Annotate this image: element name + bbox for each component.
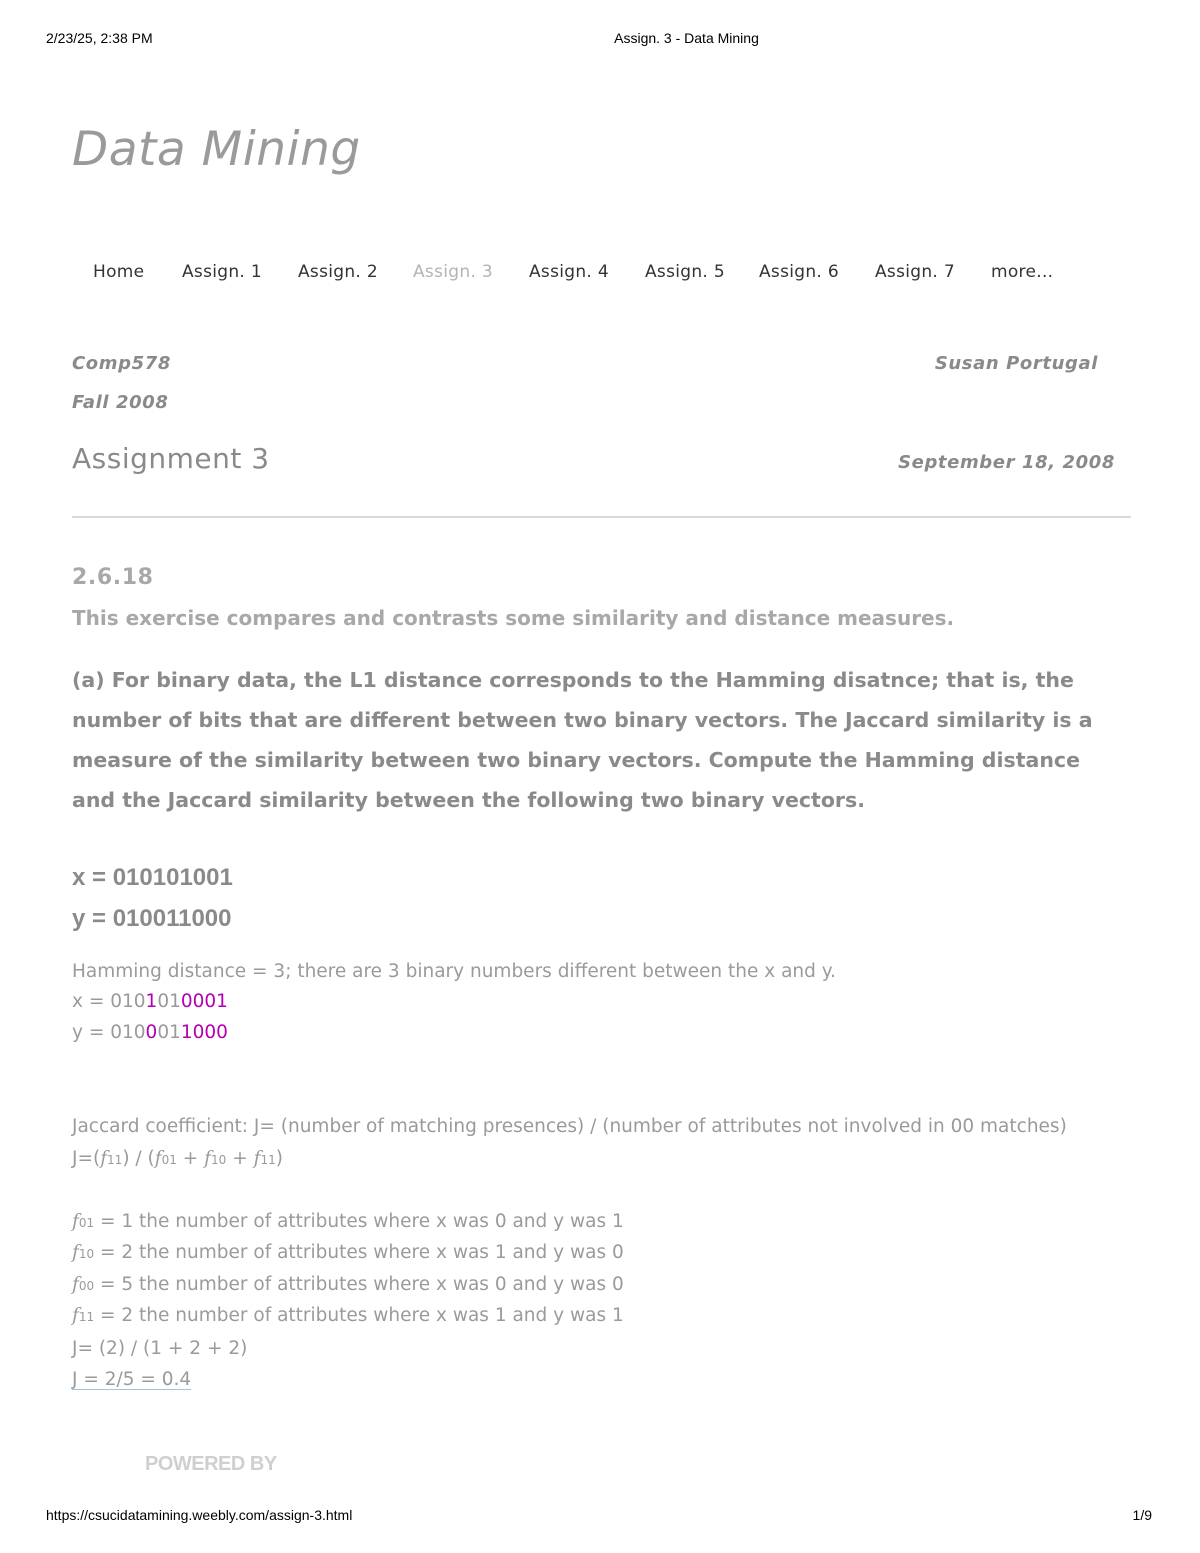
x-digits: 01: [157, 991, 181, 1012]
divider: [72, 516, 1131, 518]
subscript: 00: [78, 1279, 95, 1293]
question-text: [72, 660, 1132, 820]
y-diff-digit: 0: [145, 1022, 158, 1043]
subscript: 11: [78, 1310, 95, 1324]
nav-assign-1[interactable]: Assign. 1: [182, 262, 262, 282]
f-symbol: f: [253, 1148, 261, 1169]
course-label: Comp578: [72, 353, 171, 374]
f00-line: [72, 1274, 624, 1295]
term-label: Fall 2008: [72, 392, 169, 413]
f10-text: = 2 the number of attributes where x was 1 and y was 0: [94, 1242, 624, 1263]
f00-text: = 5 the number of attributes where x was 0 and y was 0: [94, 1274, 624, 1295]
f-symbol: f: [72, 1305, 79, 1326]
x-diff-digit: 1: [145, 991, 158, 1012]
subscript: 11: [260, 1153, 276, 1167]
f01-line: [72, 1211, 624, 1232]
y-diff-digit: 000: [192, 1022, 228, 1043]
f11-line: [72, 1305, 624, 1326]
f-symbol: f: [154, 1148, 162, 1169]
f01-text: = 1 the number of attributes where x was 0 and y was 1: [94, 1211, 624, 1232]
print-url: https://csucidatamining.weebly.com/assign-3.html: [46, 1507, 353, 1523]
print-page-title: Assign. 3 - Data Mining: [614, 30, 759, 46]
print-footer: [0, 1507, 1200, 1527]
x-diff-row: [72, 991, 228, 1012]
assignment-title: Assignment 3: [72, 442, 270, 475]
x-diff-digit: 0: [180, 991, 193, 1012]
nav-more[interactable]: more...: [991, 262, 1054, 282]
assignment-date: September 18, 2008: [898, 452, 1115, 473]
y-prefix: y =: [72, 1022, 111, 1043]
question-line: and the Jaccard similarity between the following two binary vectors.: [72, 788, 866, 812]
question-line: measure of the similarity between two binary vectors. Compute the Hamming distance: [72, 748, 1080, 772]
f11-text: = 2 the number of attributes where x was 1 and y was 1: [94, 1305, 624, 1326]
y-diff-digit: 1: [180, 1022, 193, 1043]
formula-lead: J=(: [72, 1148, 101, 1169]
nav-assign-3[interactable]: Assign. 3: [413, 262, 493, 282]
nav-assign-4[interactable]: Assign. 4: [529, 262, 609, 282]
y-vector: y = 010011000: [72, 905, 232, 932]
f-symbol: f: [72, 1274, 79, 1295]
nav-assign-2[interactable]: Assign. 2: [298, 262, 378, 282]
y-digits: 01: [157, 1022, 181, 1043]
x-vector: x = 010101001: [72, 864, 233, 891]
subscript: 11: [107, 1153, 123, 1167]
y-digits: 010: [110, 1022, 146, 1043]
y-diff-row: [72, 1022, 228, 1043]
exercise-number: 2.6.18: [72, 565, 154, 590]
f-symbol: f: [72, 1211, 79, 1232]
subscript: 01: [161, 1153, 177, 1167]
j-result: J = 2/5 = 0.4: [72, 1369, 192, 1390]
nav-home[interactable]: Home: [93, 262, 145, 282]
exercise-intro: This exercise compares and contrasts some similarity and distance measures.: [72, 606, 955, 630]
x-digits: 010: [110, 991, 146, 1012]
jaccard-formula: J=(f11) / (f01 + f10 + f11): [72, 1148, 283, 1169]
author-label: Susan Portugal: [934, 353, 1098, 374]
x-diff-digit: 001: [192, 991, 228, 1012]
question-line: number of bits that are different between two binary vectors. The Jaccard similarity is a: [72, 708, 1093, 732]
nav-assign-7[interactable]: Assign. 7: [875, 262, 955, 282]
print-header: [0, 30, 1200, 50]
subscript: 10: [211, 1153, 227, 1167]
subscript: 01: [78, 1216, 95, 1230]
question-line: (a) For binary data, the L1 distance corresponds to the Hamming disatnce; that is, the: [72, 668, 1074, 692]
print-page-number: 1/9: [1132, 1507, 1152, 1523]
f-symbol: f: [100, 1148, 108, 1169]
print-datetime: 2/23/25, 2:38 PM: [46, 30, 153, 46]
subscript: 10: [78, 1247, 95, 1261]
site-title[interactable]: Data Mining: [72, 122, 361, 177]
nav-assign-6[interactable]: Assign. 6: [759, 262, 839, 282]
f-symbol: f: [72, 1242, 79, 1263]
f10-line: [72, 1242, 624, 1263]
f-symbol: f: [204, 1148, 212, 1169]
j-calculation: J= (2) / (1 + 2 + 2): [72, 1338, 248, 1359]
jaccard-definition: Jaccard coefficient: J= (number of matching presences) / (number of attributes not involved in 00 matches): [72, 1116, 1067, 1137]
hamming-answer: Hamming distance = 3; there are 3 binary numbers different between the x and y.: [72, 961, 836, 982]
powered-by[interactable]: POWERED BY: [145, 1453, 277, 1475]
x-prefix: x =: [72, 991, 111, 1012]
nav-assign-5[interactable]: Assign. 5: [645, 262, 725, 282]
